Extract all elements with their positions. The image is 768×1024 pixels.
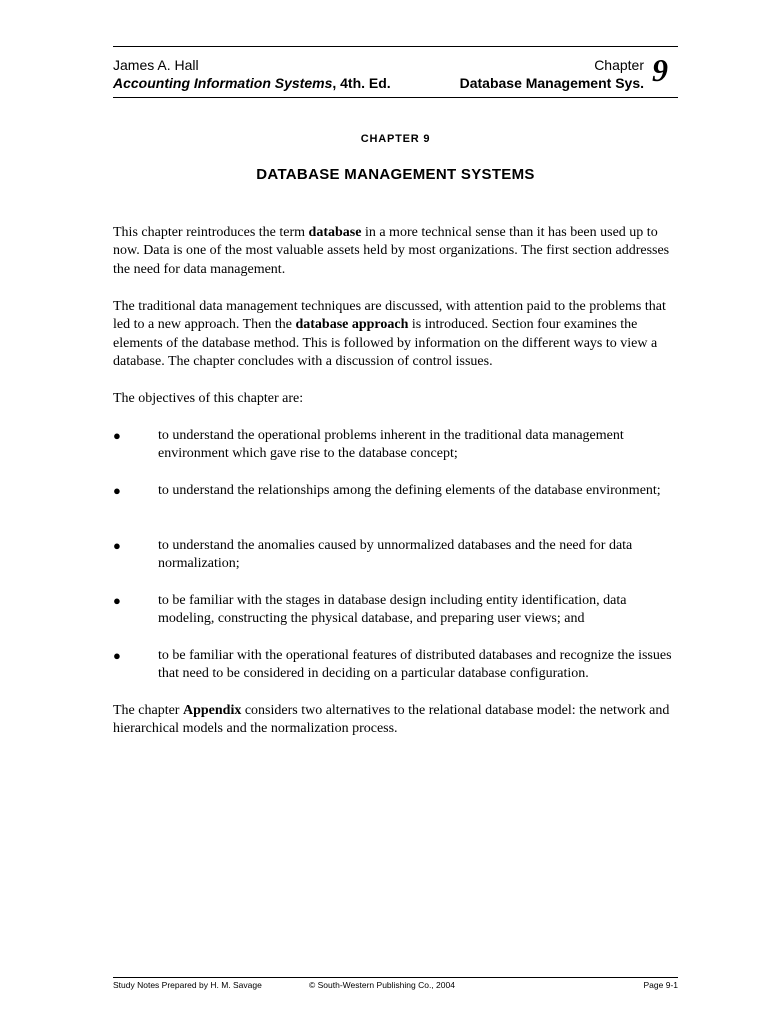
header-left (113, 56, 391, 92)
intro-text-start: This chapter reintroduces the term (113, 225, 309, 240)
author-name: James A. Hall (113, 57, 199, 73)
list-item (113, 592, 683, 647)
list-item (113, 427, 683, 482)
approach-paragraph (113, 298, 683, 372)
objectives-list (113, 427, 683, 702)
list-item (113, 537, 683, 592)
chapter-number: 9 (652, 52, 668, 88)
page-footer (113, 977, 678, 990)
objective-text: to be familiar with the stages in database design including entity identification, data modeling, constructing the physical database, and preparing user views; and (158, 593, 627, 627)
bullet-icon: ● (113, 483, 121, 498)
book-title: Accounting Information Systems (113, 75, 333, 91)
objective-text: to understand the relationships among the defining elements of the database environment; (158, 483, 661, 498)
bullet-icon: ● (113, 648, 121, 663)
intro-paragraph (113, 224, 683, 279)
intro-bold-term: database (308, 225, 362, 240)
objective-text: to understand the operational problems inherent in the traditional data management environment which gave rise to the database concept; (158, 428, 624, 462)
page-header (113, 46, 678, 98)
header-right (460, 56, 644, 92)
objective-text: to be familiar with the operational features of distributed databases and recognize the issues that need to be considered in deciding on a particular database configuration. (158, 648, 672, 682)
approach-bold-term: database approach (295, 317, 409, 333)
appendix-text-start: The chapter (113, 703, 183, 718)
page-title: DATABASE MANAGEMENT SYSTEMS (256, 166, 535, 183)
list-item (113, 482, 683, 537)
chapter-label: CHAPTER 9 (360, 133, 431, 145)
objectives-intro: The objectives of this chapter are: (113, 391, 304, 406)
chapter-word: Chapter (594, 57, 644, 73)
appendix-bold-term: Appendix (182, 703, 242, 718)
footer-copyright: © South-Western Publishing Co., 2004 (309, 980, 455, 990)
bullet-icon: ● (113, 593, 121, 608)
objective-text: to understand the anomalies caused by unnormalized databases and the need for data normalization; (158, 538, 633, 572)
footer-page-number: Page 9-1 (643, 980, 678, 990)
edition: , 4th. Ed. (332, 75, 391, 91)
intro-text-end: in a more technical sense than it has been used up to now. Data is one of the most valuable assets held by most organizations. The first section addresses the need for data management. (113, 225, 670, 277)
approach-text-end: is introduced. Section four examines the elements of the database method. This is followed by information on the different ways to view a database. The chapter concludes with a discussion of control issues. (113, 317, 658, 370)
bullet-icon: ● (113, 538, 121, 553)
approach-text-start: The traditional data management techniques are discussed, with attention paid to the problems that led to a new approach. Then the (113, 299, 666, 333)
footer-prepared-by: Study Notes Prepared by H. M. Savage (113, 980, 262, 990)
book-title-line (113, 74, 391, 92)
bullet-icon: ● (113, 428, 121, 443)
appendix-paragraph (113, 702, 683, 739)
list-item (113, 647, 683, 702)
chapter-subject: Database Management Sys. (459, 75, 644, 91)
appendix-text-end: considers two alternatives to the relational database model: the network and hierarchical models and the normalization process. (113, 703, 670, 737)
